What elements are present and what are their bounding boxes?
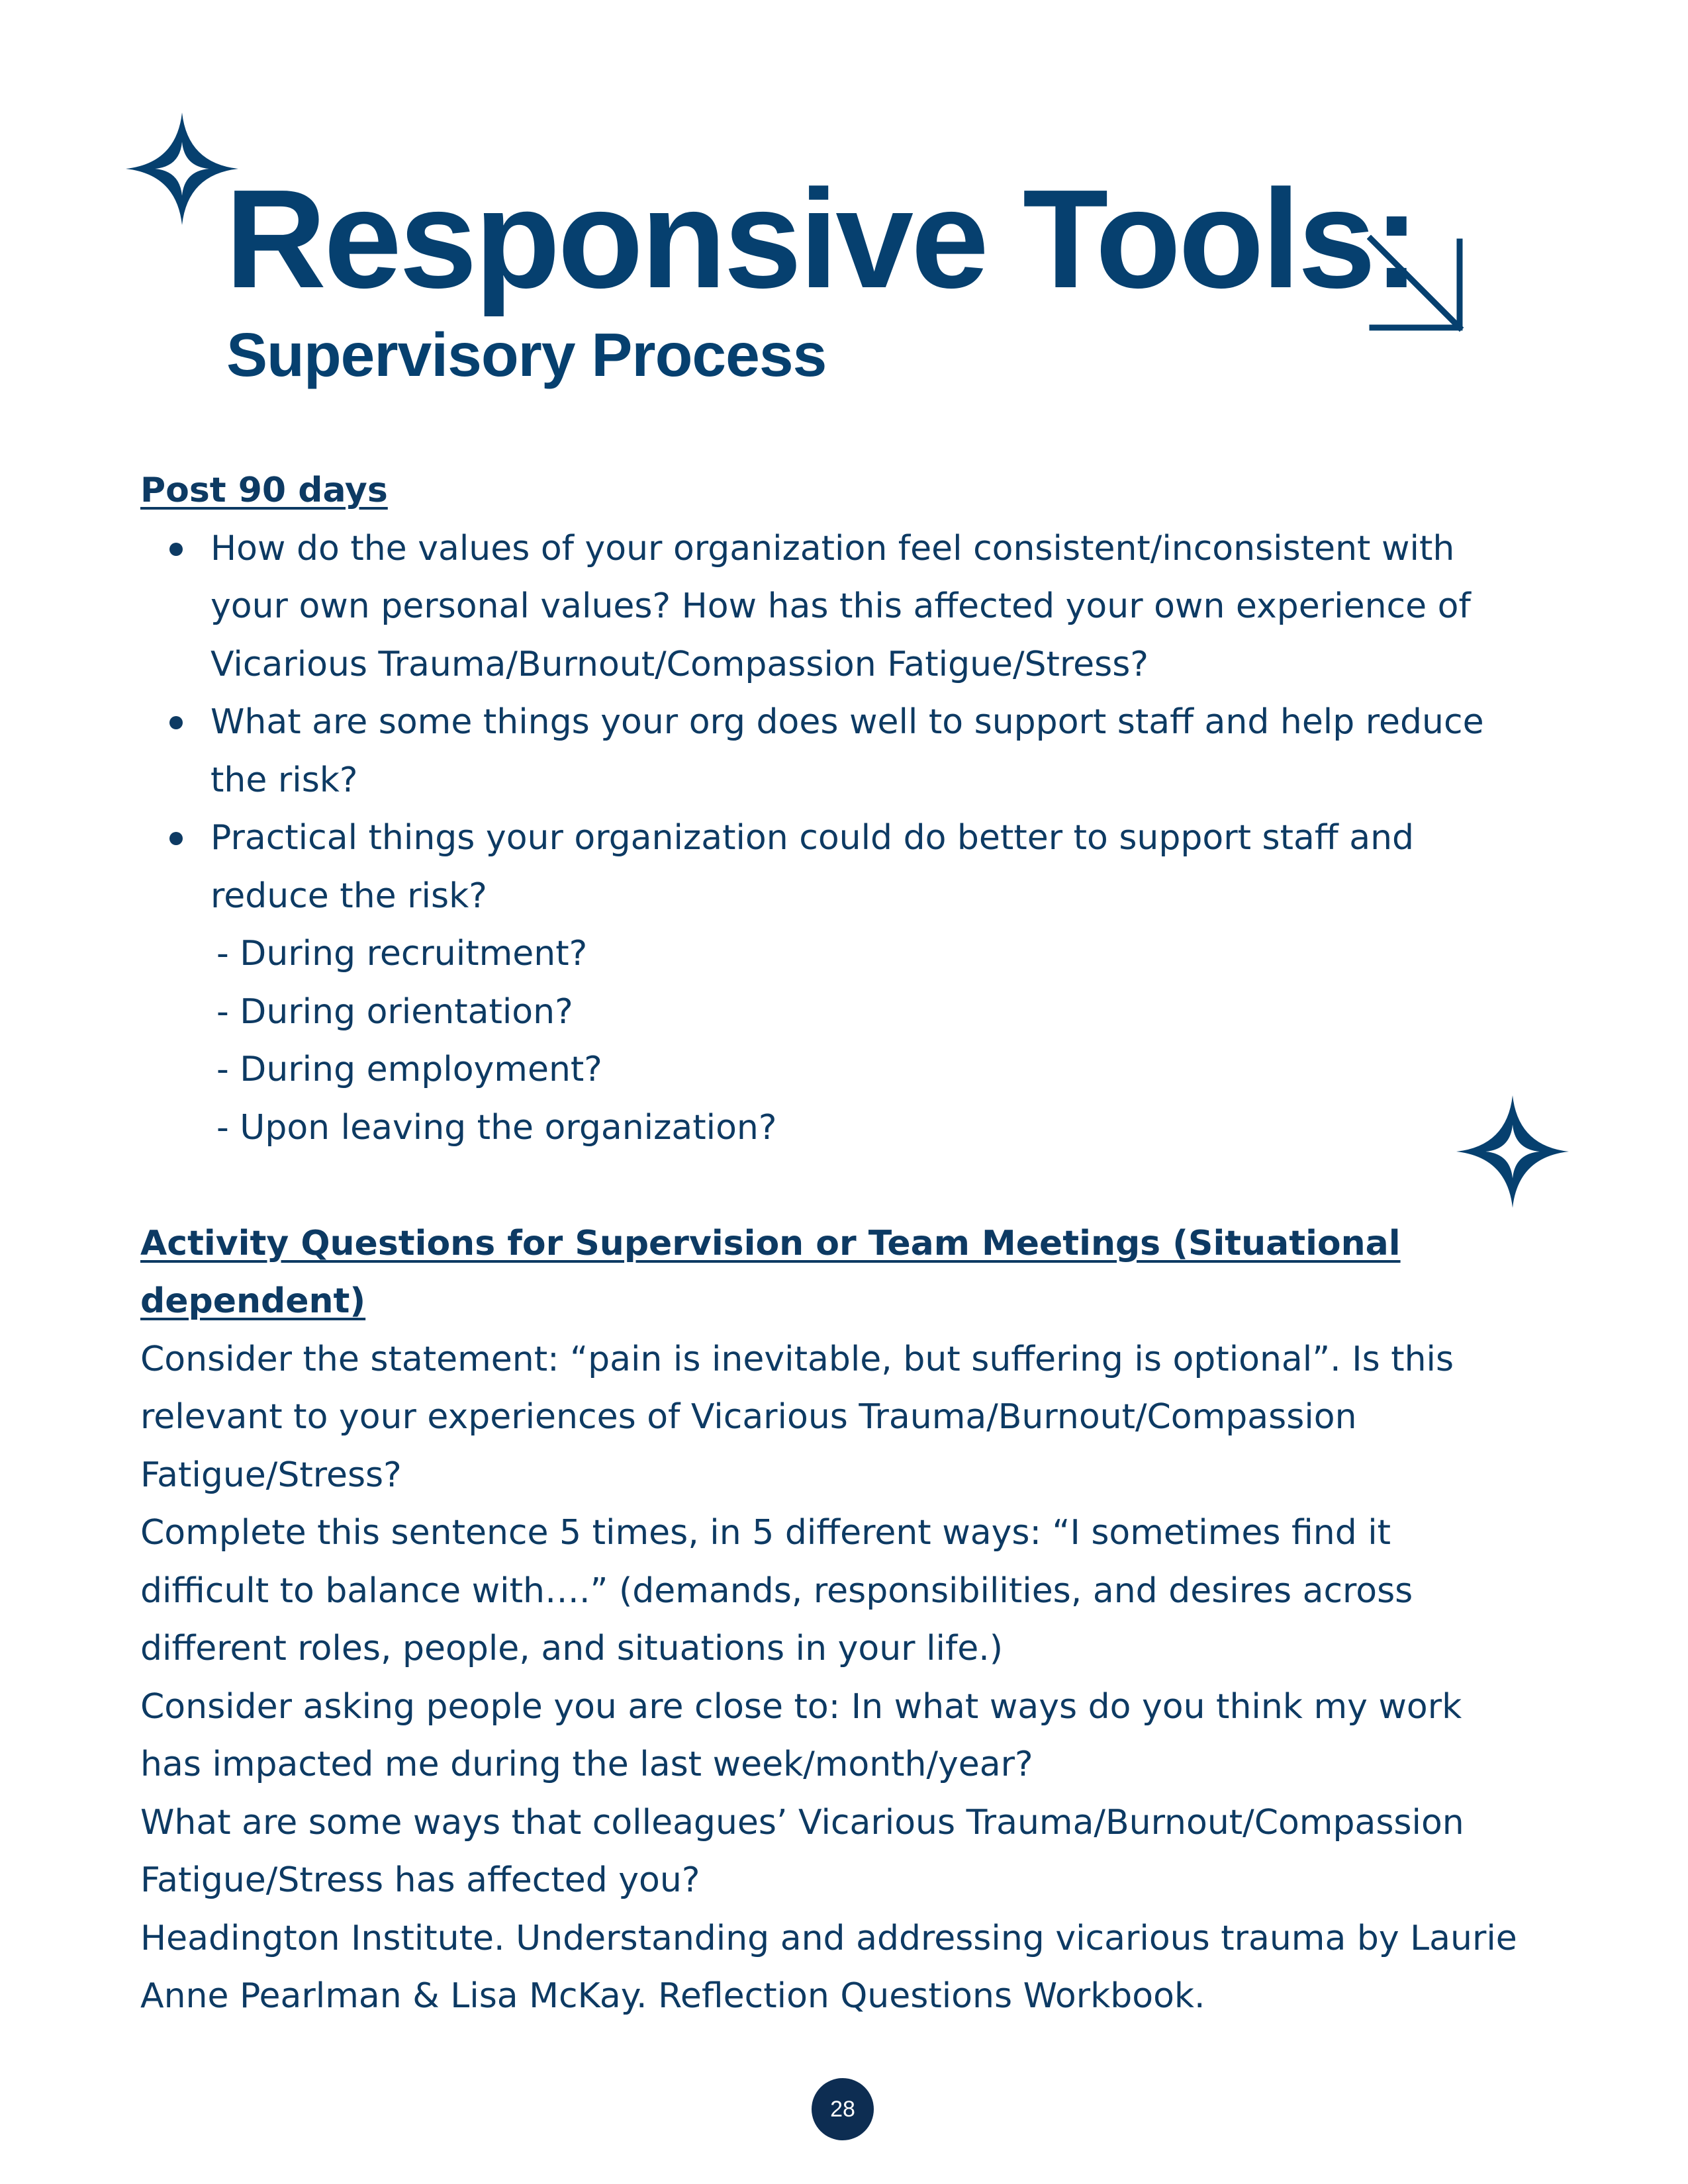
list-item-line: What are some things your org does well to support staff and help reduce (211, 702, 1484, 742)
question-list (140, 520, 1564, 926)
text-line: different roles, people, and situations in your life.) (140, 1629, 1004, 1668)
list-item (140, 809, 1564, 925)
page-subtitle: Supervisory Process (226, 320, 827, 389)
text-line: Consider the statement: “pain is inevitable, but suffering is optional”. Is this (140, 1339, 1454, 1379)
sub-item: - During orientation? (216, 991, 573, 1032)
list-item (140, 520, 1564, 694)
list-item-line: Practical things your organization could do better to support staff and (211, 818, 1415, 858)
spacer (140, 1157, 1564, 1215)
bullet-icon (169, 543, 183, 556)
text-line: has impacted me during the last week/month/year? (140, 1745, 1033, 1784)
section-heading-activity-questions (140, 1215, 1564, 1331)
sparkle-icon (1456, 1095, 1569, 1208)
text-line: Complete this sentence 5 times, in 5 different ways: “I sometimes find it (140, 1513, 1391, 1553)
sub-item: - During recruitment? (216, 934, 588, 974)
arrow-down-right-icon (1367, 235, 1466, 334)
list-item-line: the risk? (211, 760, 358, 800)
list-item-line: Vicarious Trauma/Burnout/Compassion Fatigue/Stress? (211, 644, 1149, 684)
page-title: Responsive Tools: (225, 160, 1418, 317)
section-heading-post-90-days: Post 90 days (140, 471, 388, 510)
list-item-line: reduce the risk? (211, 876, 487, 916)
text-line: difficult to balance with….” (demands, responsibilities, and desires across (140, 1570, 1413, 1611)
text-line: Fatigue/Stress has affected you? (140, 1860, 700, 1900)
list-item-line: your own personal values? How has this affected your own experience of (211, 586, 1471, 626)
text-line: Anne Pearlman & Lisa McKay. Reflection Questions Workbook. (140, 1976, 1205, 2016)
section-heading-line: dependent) (140, 1281, 366, 1321)
list-item-line: How do the values of your organization feel consistent/inconsistent with (211, 528, 1455, 569)
list-item (140, 694, 1564, 809)
bullet-icon (169, 832, 183, 845)
text-line: Consider asking people you are close to: In what ways do you think my work (140, 1686, 1462, 1727)
text-line: Fatigue/Stress? (140, 1455, 402, 1495)
sparkle-icon (126, 113, 238, 225)
sub-item: - Upon leaving the organization? (216, 1107, 777, 1148)
activity-text (140, 1331, 1564, 2026)
main-content (140, 462, 1564, 2026)
text-line: Headington Institute. Understanding and addressing vicarious trauma by Laurie (140, 1918, 1517, 1958)
page-number-badge: 28 (812, 2078, 874, 2140)
sub-item: - During employment? (216, 1050, 602, 1089)
section-heading-line: Activity Questions for Supervision or Team Meetings (Situational (140, 1223, 1401, 1263)
text-line: relevant to your experiences of Vicarious Trauma/Burnout/Compassion (140, 1397, 1357, 1437)
bullet-icon (169, 716, 183, 729)
text-line: What are some ways that colleagues’ Vicarious Trauma/Burnout/Compassion (140, 1802, 1464, 1843)
